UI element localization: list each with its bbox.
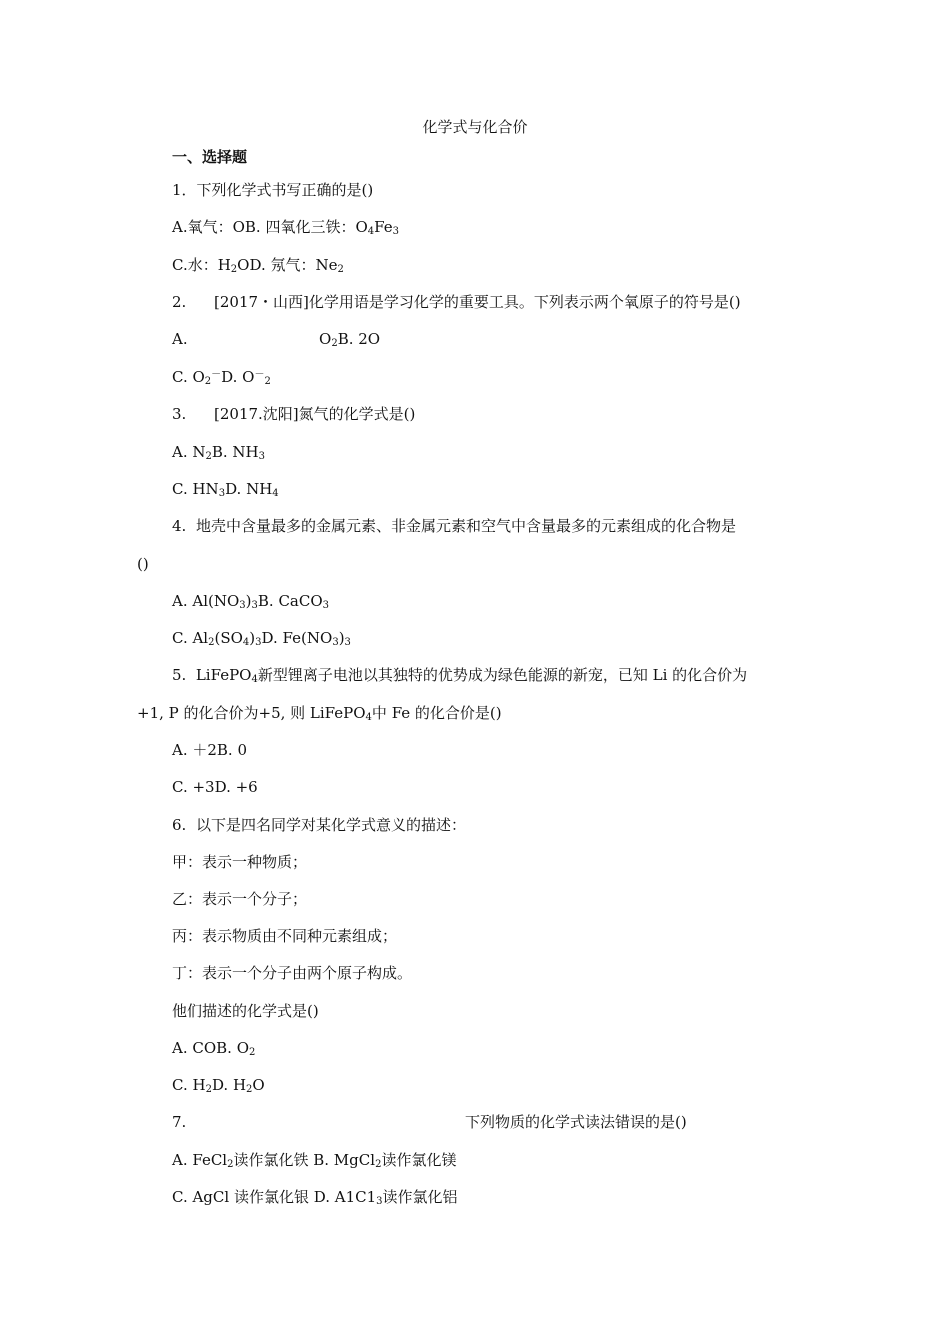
question-4-number: 4. [172,517,187,535]
question-5-stem-cont: +1, P 的化合价为+5, 则 LiFePO$_4$中 Fe 的化合价是() [137,704,502,723]
question-7-number: 7. [172,1113,187,1131]
question-3-stem: [2017.沈阳]氮气的化学式是() [214,405,416,423]
question-3-options-ab: A. $N_2B$. $NH_3$ [172,443,266,462]
question-2-option-a-label: A. [172,330,188,348]
question-1-options-ab: A.氧气：OB. 四氧化三铁：$O_4Fe_3$ [172,218,399,237]
question-1-options-cd: C.水：$H_2OD$. 氖气：$Ne_2$ [172,256,344,275]
question-4-options-cd: C. $Al_2(SO_4)_3D$. $Fe(NO_3)_3$ [172,629,351,648]
question-3-options-cd: C. $HN_3D$. $NH_4$ [172,480,279,499]
question-2-stem: [2017・山西]化学用语是学习化学的重要工具。下列表示两个氧原子的符号是() [214,293,741,311]
question-3-number: 3. [172,405,187,423]
question-4-stem: 地壳中含量最多的金属元素、非金属元素和空气中含量最多的元素组成的化合物是 [196,517,737,535]
page-title: 化学式与化合价 [422,118,528,136]
question-2-number: 2. [172,293,187,311]
question-6-ask: 他们描述的化学式是() [172,1002,319,1020]
question-6-statement-ding: 丁：表示一个分子由两个原子构成。 [172,964,413,982]
question-4-options-ab: A. $Al(NO_3)_3B$. CaCO$_3$ [172,592,330,611]
question-2-options-cd: C. $O_2^-D$. $O^-_2$ [172,368,271,387]
question-5-stem: 5. LiFePO$_4$新型锂离子电池以其独特的优势成为绿色能源的新宠，已知 Li 的化合价为 [172,666,748,685]
question-5-options-cd: C. +3D. +6 [172,778,258,796]
question-6-stem: 以下是四名同学对某化学式意义的描述： [196,816,467,834]
question-7-options-ab: A. FeCl$_2$读作氯化铁 B. MgCl$_2$读作氯化镁 [172,1151,457,1170]
question-2-options-ab: $O_2B$. 2O [319,330,381,349]
question-1-stem: 1．下列化学式书写正确的是() [172,181,374,199]
question-6-options-ab: A. COB. $O_2$ [172,1039,256,1058]
question-4-stem-tail: () [137,555,149,573]
question-6-statement-jia: 甲：表示一种物质； [172,853,308,871]
question-7-options-cd: C. AgCl 读作氯化银 D. $A1C1_3$读作氯化铝 [172,1188,458,1207]
section-heading: 一、选择题 [172,148,248,166]
question-6-statement-yi: 乙：表示一个分子； [172,890,308,908]
question-6-statement-bing: 丙：表示物质由不同种元素组成； [172,927,398,945]
question-7-stem: 下列物质的化学式读法错误的是() [465,1113,687,1131]
question-6-number: 6. [172,816,187,834]
question-6-options-cd: C. $H_2D$. $H_2O$ [172,1076,265,1095]
question-5-options-ab: A. ＋2B. 0 [172,741,248,759]
